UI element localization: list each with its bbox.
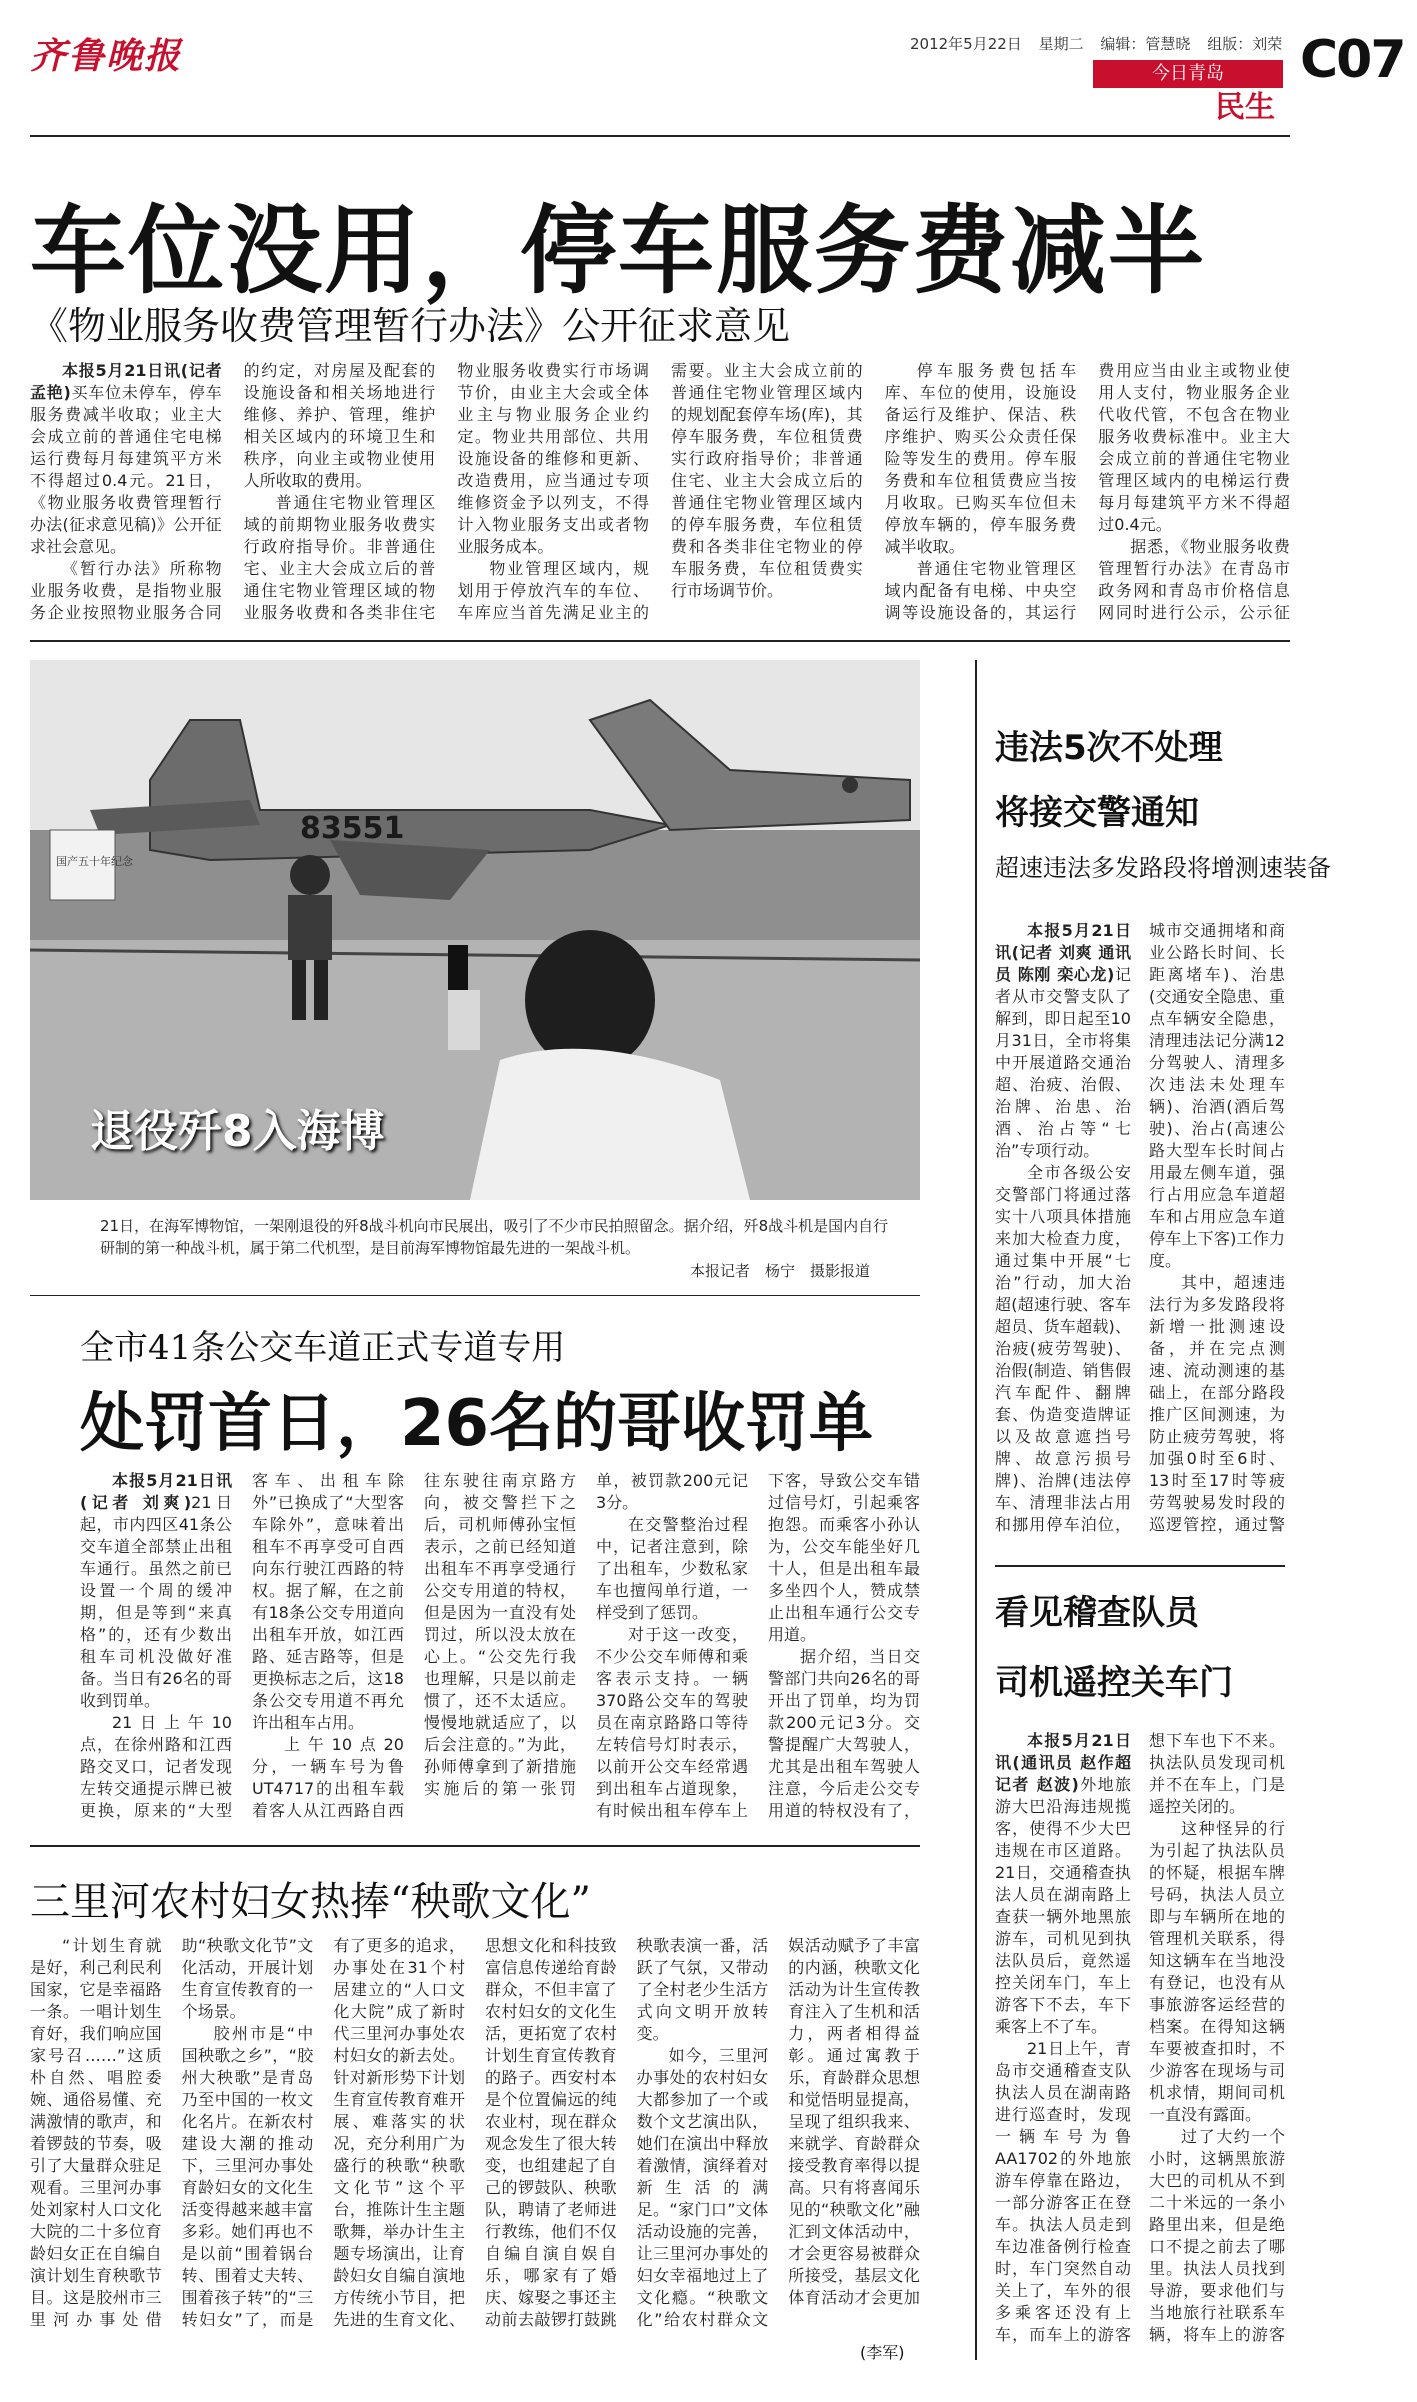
lead-paragraph: 物业管理区域内，规划用于停放汽车的车位、车库应当首先满足业主的需要。业主大会成立前的普通住宅物业管理区域内的规划配套停车场(库)，其停车服务费，车位租赁费实行政府指导价；非普通住宅、业主大会成立后的普通住宅物业管理区域内的停车服务费，车位租赁费和各类非住宅物业的停车服务费，车位租赁费实行市场调节价。 xyxy=(457,361,863,622)
phone-icon xyxy=(448,945,468,993)
editor-credit: 编辑：管慧晓 xyxy=(1100,35,1191,53)
bus-story-body xyxy=(80,1470,920,1830)
lead-paragraph: 普通住宅物业管理区域内配备有电梯、中央空调等设施设备的，其运行费用应当由业主或物业使用人支付，物业服务企业代收代管，不包含在物业服务收费标准中。业主大会成立前的普通住宅物业管理区域内的电梯运行费每月每建筑平方米不得超过0.4元。 xyxy=(884,361,1290,622)
inspector-headline: 看见稽查队员 xyxy=(995,1593,1199,1633)
newspaper-logo: 齐鲁晚报 xyxy=(30,35,183,77)
lead-dateline: 本报5月21日讯(记者 孟艳) xyxy=(30,361,222,402)
photo-label: 退役歼8入海博 xyxy=(90,1106,385,1157)
lead-paragraph: 停车服务费包括车库、车位的使用，设施设备运行及维护、保洁、秩序维护、购买公众责任保险等发生的费用。停车服务费和车位租赁费应当按月收取。已购买车位但未停放车辆的，停车服务费减半收取。 xyxy=(884,361,1077,556)
yangge-paragraph: “计划生育就是好，利己利民利国家，它是幸福路一条。一唱计划生育好，我们响应国家号召……”这质朴自然、唱腔委婉、通俗易懂、充满激情的歌声，和着锣鼓的节奏，吸引了大量群众驻足观看。三里河办事处刘家村人口文化大院的二十多位育龄妇女正在自编自演计划生育秧歌节目。这是胶州市三里河办事处借助“秧歌文化节”文化活动，开展计划生育宣传教育的一个场景。 xyxy=(30,1936,314,2329)
inspector-paragraph: 这种怪异的行为引起了执法队员的怀疑，根据车牌号码，执法人员立即与车辆所在地的管理机关联系，得知这辆车在当地没有登记，也没有从事旅游客运经营的档案。在得知这辆车要被查扣时，不少游客在现场与司机求情，期间司机一直没有露面。 xyxy=(1149,1819,1285,2124)
lead-paragraph: 普通住宅物业管理区域的前期物业服务收费实行政府指导价。非普通住宅、业主大会成立后的普通住宅物业管理区域的物业服务收费和各类非住宅物业服务收费实行市场调节价，由业主大会或全体业主与物业服务企业约定。物业共用部位、共用设施设备的维修和更新、改造费用，应当通过专项维修资金予以列支，不得计入物业服务支出或者物业服务成本。 xyxy=(243,361,649,622)
photo-credit: 本报记者 杨宁 摄影报道 xyxy=(690,1262,871,1280)
inspector-paragraph: 外地旅游大巴沿海违规揽客，使得不少大巴违规在市区道路。21日，交通稽查执法人员在湖南路上查获一辆外地黑旅游车，司机见到执法队员后，竟然遥控关闭车门，车上游客下不去，车下乘客上不了车。 xyxy=(995,1775,1131,2036)
lead-story-body xyxy=(30,360,1290,630)
bus-paragraph: 21日起，市内四区41条公交车道全部禁止出租车通行。虽然之前已设置一个周的缓冲期，但是等到“来真格”的，还有少数出租车司机没做好准备。当日有26名的哥收到罚单。 xyxy=(80,1493,232,1710)
photo-caption: 21日，在海军博物馆，一架刚退役的歼8战斗机向市民展出，吸引了不少市民拍照留念。据介绍，歼8战斗机是国内自行研制的第一种战斗机，属于第二代机型，是目前海军博物馆最先进的一架战斗机。 xyxy=(100,1217,889,1257)
violation-story-body xyxy=(995,920,1285,1550)
masthead-divider xyxy=(30,135,1290,137)
plane-number: 83551 xyxy=(300,811,405,846)
section-tag: 今日青岛 xyxy=(1093,60,1283,88)
bus-dateline: 本报5月21日讯(记者 刘爽) xyxy=(80,1471,232,1512)
bus-paragraph: 21日上午10点，在徐州路和江西路交叉口，记者发现左转交通提示牌已被更换，原来的“大型客车、出租车除外”已换成了“大型客车除外”，意味着出租车不再享受可自西向东行驶江西路的特权。据了解，在之前有18条公交专用道向出租车开放，如江西路、延吉路等，但是更换标志之后，这18条公交专用道不再允许出租车占用。 xyxy=(80,1471,404,1820)
violation-headline: 将接交警通知 xyxy=(995,793,1199,833)
yangge-story-body xyxy=(30,1935,920,2345)
inspector-story-body xyxy=(995,1730,1285,2350)
lead-paragraph: 《暂行办法》所称物业服务收费，是指物业服务企业按照物业服务合同的约定，对房屋及配套的设施设备和相关场地进行维修、养护、管理，维护相关区域内的环境卫生和秩序，向业主或物业使用人所收取的费用。 xyxy=(30,361,436,622)
bus-headline: 处罚首日，26名的哥收罚单 xyxy=(80,1387,874,1461)
violation-paragraph: 全市各级公安交警部门将通过落实十八项具体措施来加大检查力度，通过集中开展“七治”行动，加大治超(超速行驶、客车超员、货车超载)、治疲(疲劳驾驶)、治假(制造、销售假汽车配件、翻牌套、伪造变造牌证以及故意遮挡号牌、故意污损号牌)、治牌(违法停车、清理非法占用和挪用停车泊位，城市交通拥堵和商业公路长时间、长距离堵车)、治患(交通安全隐患、重点车辆安全隐患，清理违法记分满12分驾驶人、清理多次违法未处理车辆)、治酒(酒后驾驶)、治占(高速公路大型车长时间占用最左侧车道，强行占用应急车道超车和占用应急车道停车上下客)工作力度。 xyxy=(995,921,1285,1534)
issue-date: 2012年5月22日 xyxy=(910,35,1022,53)
page-meta xyxy=(910,33,1294,54)
violation-dateline: 本报5月21日讯(记者 刘爽 通讯员 陈刚 栾心龙) xyxy=(995,921,1131,984)
yangge-paragraph: 如今，三里河办事处的农村妇女大都参加了一个或数个文艺演出队，她们在演出中释放着激情，演绎着对新生活的满足。“家门口”文体活动设施的完善，让三里河办事处的妇女幸福地过上了文化瘾。“秧歌文化”给农村群众文娱活动赋予了丰富的内涵，秧歌文化活动为计生宣传教育注入了生机和活力，两者相得益彰。通过寓教于乐，育龄群众思想和觉悟明显提高，呈现了组织我来、来就学、育龄群众接受教育率得以提高。只有将喜闻乐见的“秧歌文化”融汇到文体活动中，才会更容易被群众所接受，基层文化体育活动才会更加 xyxy=(636,1936,920,2329)
page-number: C07 xyxy=(1300,30,1405,90)
violation-paragraph: 其中，超速违法行为多发路段将新增一批测速设备，并在完点测速、流动测速的基础上，在部分路段推广区间测速，为防止疲劳驾驶，将加强0时至6时、13时至17时等疲劳驾驶易发时段的巡逻管控，通过警 xyxy=(1149,1273,1285,1534)
section-divider xyxy=(30,1295,920,1296)
inspector-headline: 司机遥控关车门 xyxy=(995,1663,1233,1703)
violation-headline: 违法5次不处理 xyxy=(995,728,1223,768)
yangge-byline: (李军) xyxy=(860,2343,905,2362)
inspector-dateline: 本报5月21日讯(通讯员 赵作超 记者 赵波) xyxy=(995,1731,1131,1794)
inspector-paragraph: 过了大约一个小时，这辆黑旅游大巴的司机从不到二十米远的一条小路里出来，但是绝口不提之前去了哪里。执法人员找到导游，要求他们与当地旅行社联系车辆，将车上的游客 xyxy=(1149,2127,1285,2344)
lead-subhead: 《物业服务收费管理暂行办法》公开征求意见 xyxy=(30,304,791,348)
bus-paragraph: 对于这一改变，不少公交车师傅和乘客表示支持。一辆370路公交车的驾驶员在南京路路口等待左转信号灯时表示，以前开公交车经常遇到出租车占道现象，有时候出租车停车上下客，导致公交车错过信号灯，引起乘客抱怨。而乘客小孙认为，公交车能坐好几十人，但是出租车最多坐四个人，赞成禁止出租车通行公交专用道。 xyxy=(596,1471,920,1820)
section-name: 民生 xyxy=(1215,90,1275,125)
yangge-headline: 三里河农村妇女热捧“秧歌文化” xyxy=(30,1879,591,1925)
violation-subhead: 超速违法多发路段将增测速装备 xyxy=(995,854,1331,882)
column-divider xyxy=(975,660,977,2360)
lead-paragraph: 买车位未停车，停车服务费减半收取；业主大会成立前的普通住宅电梯运行费每月每建筑平方米不得超过0.4元。21日，《物业服务收费管理暂行办法(征求意见稿)》公开征求社会意见。 xyxy=(30,383,222,556)
exhibit-sign-text: 国产五十年纪念 xyxy=(56,855,133,868)
bus-paragraph: 上午10点20分，一辆车号为鲁UT4717的出租车载着客人从江西路自西往东驶往南京路方向，被交警拦下之后，司机师傅孙宝恒表示，之前已经知道出租车不再享受通行公交专用道的特权，但是因为一直没有处罚过，所以没太放在心上。“公交先行我也理解，只是以前走惯了，还不太适应。慢慢地就适应了，以后会注意的。”为此，孙师傅拿到了新措施实施后的第一张罚单，被罚款200元记3分。 xyxy=(252,1471,748,1820)
layout-credit: 组版：刘荣 xyxy=(1207,35,1283,53)
violation-paragraph: 记者从市交警支队了解到，即日起至10月31日，全市将集中开展道路交通治超、治疲、治假、治牌、治患、治酒、治占等“七治”专项行动。 xyxy=(995,965,1131,1160)
bus-paragraph: 在交警整治过程中，记者注意到，除了出租车，少数私家车也擅闯单行道，一样受到了惩罚。 xyxy=(596,1515,748,1622)
section-divider xyxy=(30,640,1290,642)
issue-weekday: 星期二 xyxy=(1038,35,1084,53)
bus-kicker: 全市41条公交车道正式专道专用 xyxy=(80,1328,566,1368)
section-divider xyxy=(30,1845,920,1847)
lead-headline: 车位没用，停车服务费减半 xyxy=(30,195,1206,307)
photo-ground xyxy=(30,940,920,1200)
section-divider xyxy=(995,1565,1285,1567)
lead-paragraph: 据悉，《物业服务收费管理暂行办法》在青岛市政务网和青岛市价格信息网同时进行公示，公示征 xyxy=(1098,537,1290,622)
bus-paragraph: 据介绍，当日交警部门共向26名的哥开出了罚单，均为罚款200元记3分。交警提醒广大驾驶人，尤其是出租车驾驶人注意，今后走公交专用道的特权没有了， xyxy=(768,1647,920,1820)
yangge-paragraph: 胶州市是“中国秧歌之乡”，“胶州大秧歌”是青岛乃至中国的一枚文化名片。在新农村建设大潮的推动下，三里河办事处育龄妇女的文化生活变得越来越丰富多彩。她们再也不是以前“围着锅台转、围着丈夫转、围着孩子转”的“三转妇女”了，而是有了更多的追求，办事处在31个村居建立的“人口文化大院”成了新时代三里河办事处农村妇女的新去处。针对新形势下计划生育宣传教育难开展、难落实的状况，充分利用广为盛行的秧歌“秧歌文化节”这个平台，推陈计生主题歌舞，举办计生主题专场演出，让育龄妇女自编自演地方传统小节目，把先进的生育文化、思想文化和科技致富信息传递给育龄群众，不但丰富了农村妇女的文化生活，更拓宽了农村计划生育宣传教育的路子。西安村本是个位置偏远的纯农业村，现在群众观念发生了很大转变，也组建起了自己的锣鼓队、秧歌队，聘请了老师进行教练，他们不仅自编自演自娱自乐，哪家有了婚庆、嫁娶之事还主动前去敲锣打鼓跳秧歌表演一番，活跃了气氛，又带动了全村老少生活方式向文明开放转变。 xyxy=(181,1936,769,2329)
inspector-paragraph: 21日上午，青岛市交通稽查支队执法人员在湖南路进行巡查时，发现一辆车号为鲁AA1702的外地旅游车停靠在路边，一部分游客正在登车。执法人员走到车边准备例行检查时，车门突然自动关上了，车外的很多乘客还没有上车，而车上的游客想下车也下不来。执法队员发现司机并不在车上，门是遥控关闭的。 xyxy=(995,1731,1285,2344)
